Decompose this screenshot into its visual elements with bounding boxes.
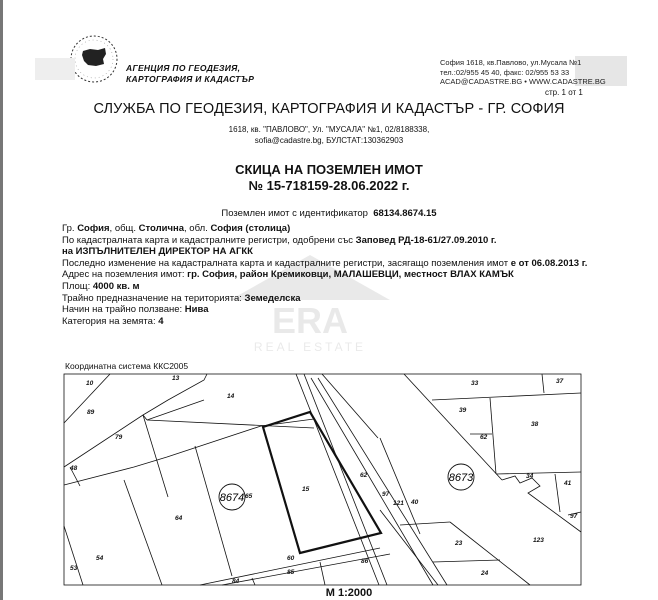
order-issuer-value: на ИЗПЪЛНИТЕЛЕН ДИРЕКТОР НА АГКК [62,246,253,258]
parcel-label: 14 [227,393,235,400]
municipality-value: Столична [138,223,185,234]
map-scale: М 1:2000 [325,587,373,599]
approval-order: Заповед РД-18-61/27.09.2010 г. [355,234,497,246]
parcel-label: 86 [361,558,369,565]
last-change-text: Последно изменение на кадастралната карта и кадастралните регистри, засягащо поземления имот [62,257,509,269]
area-value: 4000 кв. м [92,280,140,292]
purpose-value: Земеделска [244,292,301,304]
parcel-label: 60 [287,555,295,562]
parcel-label: 79 [115,434,123,441]
parcel-label: 37 [556,378,564,385]
page-number: стр. 1 от 1 [545,88,583,97]
parcel-label: 38 [531,421,539,428]
area-label: Площ: [62,280,91,292]
parcel-label: 64 [175,515,183,522]
parcel-label: 39 [459,407,467,414]
sketch-number: № 15-718159-28.06.2022 г. [248,178,410,193]
parcel-label: 15 [302,486,310,493]
usage-value: Нива [184,304,209,316]
region-label: , обл. [184,223,208,234]
parcel-label: 41 [564,480,572,487]
agency-line-2: КАРТОГРАФИЯ И КАДАСТЪР [126,74,255,84]
contact-web: ACAD@CADASTRE.BG • WWW.CADASTRE.BG [440,77,606,86]
parcel-label: 121 [393,500,404,507]
last-change-date: е от 06.08.2013 г. [510,257,588,269]
watermark-tagline: REAL ESTATE [253,340,367,354]
parcel-label: 97 [382,491,390,498]
parcel-label: 23 [455,540,463,547]
parcel-label: 62 [360,472,368,479]
contact-address: София 1618, кв.Павлово, ул.Мусала №1 [440,58,582,67]
address-value: гр. София, район Кремиковци, МАЛАШЕВЦИ, местност ВЛАХ КАМЪК [187,269,514,281]
address-label: Адрес на поземления имот: [62,269,185,281]
parcel-label: 24 [481,570,489,577]
coordinate-system-label: Координатна система ККС2005 [65,361,189,371]
parcel-label: 89 [87,409,95,416]
office-address-line: 1618, кв. "ПАВЛОВО", Ул. "МУСАЛА" №1, 02/8188338, [228,125,430,134]
parcel-label: 10 [86,380,94,387]
city-value: София [77,223,110,234]
category-value: 4 [158,315,164,327]
parcel-label: 34 [526,473,534,480]
zone-8673-label: 8673 [448,472,474,484]
parcel-label: 13 [172,375,180,382]
region-value: София (столица) [210,223,291,234]
parcel-label: 84 [232,578,240,585]
identifier-value: 68134.8674.15 [373,208,437,219]
usage-label: Начин на трайно ползване: [62,304,183,316]
parcel-label: 33 [471,380,479,387]
parcel-label: 54 [96,555,104,562]
parcel-label: 97 [570,513,578,520]
watermark-brand: ERA [271,300,349,341]
purpose-label: Трайно предназначение на територията: [62,292,242,304]
office-name: СЛУЖБА ПО ГЕОДЕЗИЯ, КАРТОГРАФИЯ И КАДАСТЪР - ГР. СОФИЯ [93,101,565,117]
parcel-label: 65 [245,493,253,500]
agency-line-1: АГЕНЦИЯ ПО ГЕОДЕЗИЯ, [126,63,241,73]
city-label: Гр. [62,223,75,234]
parcel-label: 62 [480,434,488,441]
parcel-label: 123 [533,537,544,544]
approval-text: По кадастралната карта и кадастралните регистри, одобрени със [62,234,354,246]
sketch-title: СКИЦА НА ПОЗЕМЛЕН ИМОТ [235,162,423,177]
parcel-label: 85 [287,569,295,576]
category-label: Категория на земята: [62,315,156,327]
parcel-label: 48 [70,465,78,472]
office-email-bulstat: sofia@cadastre.bg, БУЛСТАТ:130362903 [254,136,404,145]
parcel-label: 53 [70,565,78,572]
zone-8674-label: 8674 [219,492,245,504]
parcel-label: 40 [411,499,419,506]
contact-phone: тел.:02/955 45 40, факс: 02/955 53 33 [440,67,570,77]
municipality-label: , общ. [109,223,137,234]
identifier-label: Поземлен имот с идентификатор [221,208,368,219]
highlighted-parcel-15 [263,412,381,553]
